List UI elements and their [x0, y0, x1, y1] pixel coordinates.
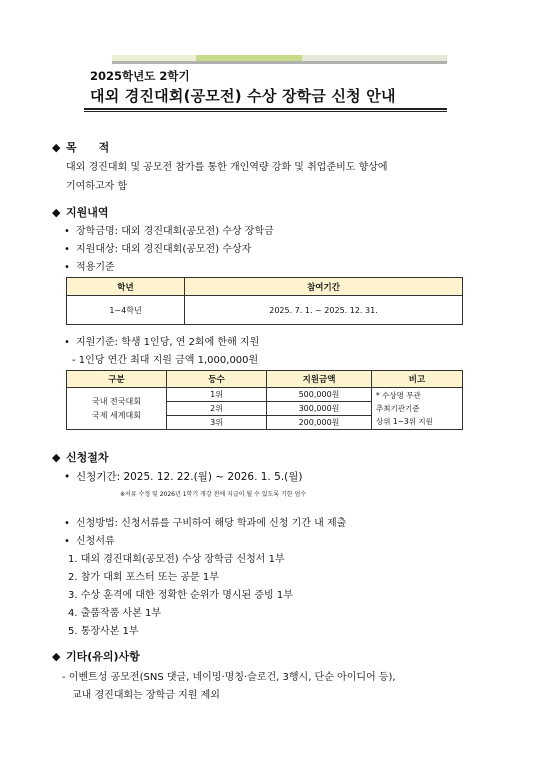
procedure-period-note: ※서류 수정 및 2026년 1학기 개강 전에 지급이 될 수 있도록 기한 엄수 — [120, 491, 307, 498]
section-heading-text: 기타(유의)사항 — [66, 650, 140, 663]
criteria-table — [66, 277, 463, 325]
section-etc-heading — [52, 648, 140, 664]
bullet-dot-icon: • — [64, 518, 70, 529]
table-cell-rank: 2위 — [167, 402, 267, 416]
header-gray-bar — [112, 61, 447, 64]
section-heading-text: 지원내역 — [66, 206, 109, 219]
title-rule-thin — [84, 111, 447, 112]
title-rule-thick — [84, 108, 447, 110]
diamond-icon: ◆ — [52, 650, 61, 663]
support-standard-text: 지원기준: 학생 1인당, 연 2회에 한해 지원 — [76, 337, 260, 348]
doc-item: 1. 대외 경진대회(공모전) 수상 장학금 신청서 1부 — [68, 554, 285, 565]
section-support-heading — [52, 204, 109, 220]
bullet-dot-icon: • — [64, 536, 70, 547]
bullet-dot-icon: • — [64, 337, 70, 348]
procedure-method-text: 신청방법: 신청서류를 구비하여 해당 학과에 신청 기간 내 제출 — [76, 518, 347, 529]
award-table — [66, 370, 463, 430]
table-cell-rank: 3위 — [167, 416, 267, 430]
section-heading-text: 목 적 — [66, 141, 110, 154]
document-title: 대외 경진대회(공모전) 수상 장학금 신청 안내 — [90, 87, 396, 105]
category-line: 국제 세계대회 — [92, 411, 141, 420]
bullet-dot-icon: • — [64, 471, 71, 483]
remark-line: 추최기관기준 — [376, 404, 420, 413]
section-purpose-heading — [52, 139, 109, 155]
table-header: 등수 — [167, 371, 267, 388]
procedure-docs-heading-text: 신청서류 — [76, 536, 115, 547]
doc-item: 4. 출품작품 사본 1부 — [68, 608, 162, 619]
support-criteria — [64, 258, 115, 273]
table-header: 학년 — [67, 278, 185, 296]
table-cell-amount: 500,000원 — [267, 388, 372, 402]
support-target — [64, 240, 251, 255]
table-cell: 1~4학년 — [67, 296, 185, 325]
section-procedure-heading — [52, 449, 109, 465]
purpose-line2: 기여하고자 함 — [66, 181, 128, 192]
etc-line1: - 이벤트성 공모전(SNS 댓글, 네이밍·명칭·슬로건, 3행시, 단순 아이디어 등), — [62, 672, 396, 683]
remark-line: 상위 1~3위 지원 — [376, 417, 433, 426]
procedure-period — [64, 469, 303, 484]
etc-line2: 교내 경진대회는 장학금 지원 제외 — [72, 690, 220, 701]
procedure-method — [64, 514, 346, 529]
diamond-icon: ◆ — [52, 206, 61, 219]
table-header: 비고 — [372, 371, 463, 388]
doc-item: 2. 참가 대회 포스터 또는 공문 1부 — [68, 572, 219, 583]
table-header: 지원금액 — [267, 371, 372, 388]
support-target-text: 지원대상: 대외 경진대회(공모전) 수상자 — [76, 244, 252, 255]
remark-line: * 수상명 무관 — [376, 391, 421, 400]
procedure-period-text: 신청기간: 2025. 12. 22.(월) ~ 2026. 1. 5.(월) — [76, 471, 303, 483]
purpose-line1: 대외 경진대회 및 공모전 참가를 통한 개인역량 강화 및 취업준비도 향상에 — [66, 162, 388, 173]
category-line: 국내 전국대회 — [92, 397, 141, 406]
document-year: 2025학년도 2학기 — [90, 69, 190, 83]
support-name-text: 장학금명: 대외 경진대회(공모전) 수상 장학금 — [76, 226, 274, 237]
remark-cell — [372, 388, 463, 430]
support-max: - 1인당 연간 최대 지원 금액 1,000,000원 — [72, 355, 259, 366]
support-name — [64, 222, 274, 237]
section-heading-text: 신청절차 — [66, 451, 109, 464]
bullet-dot-icon: • — [64, 244, 70, 255]
category-cell — [67, 388, 167, 430]
diamond-icon: ◆ — [52, 141, 61, 154]
doc-item: 3. 수상 훈격에 대한 정확한 순위가 명시된 증빙 1부 — [68, 590, 293, 601]
procedure-docs-heading — [64, 532, 115, 547]
table-header: 참여기간 — [185, 278, 463, 296]
bullet-dot-icon: • — [64, 262, 70, 273]
diamond-icon: ◆ — [52, 451, 61, 464]
table-cell: 2025. 7. 1. ~ 2025. 12. 31. — [185, 296, 463, 325]
bullet-dot-icon: • — [64, 226, 70, 237]
support-criteria-text: 적용기준 — [76, 262, 115, 273]
table-cell-amount: 200,000원 — [267, 416, 372, 430]
support-standard — [64, 333, 259, 348]
doc-item: 5. 통장사본 1부 — [68, 626, 139, 637]
table-cell-amount: 300,000원 — [267, 402, 372, 416]
table-cell-rank: 1위 — [167, 388, 267, 402]
table-header: 구분 — [67, 371, 167, 388]
